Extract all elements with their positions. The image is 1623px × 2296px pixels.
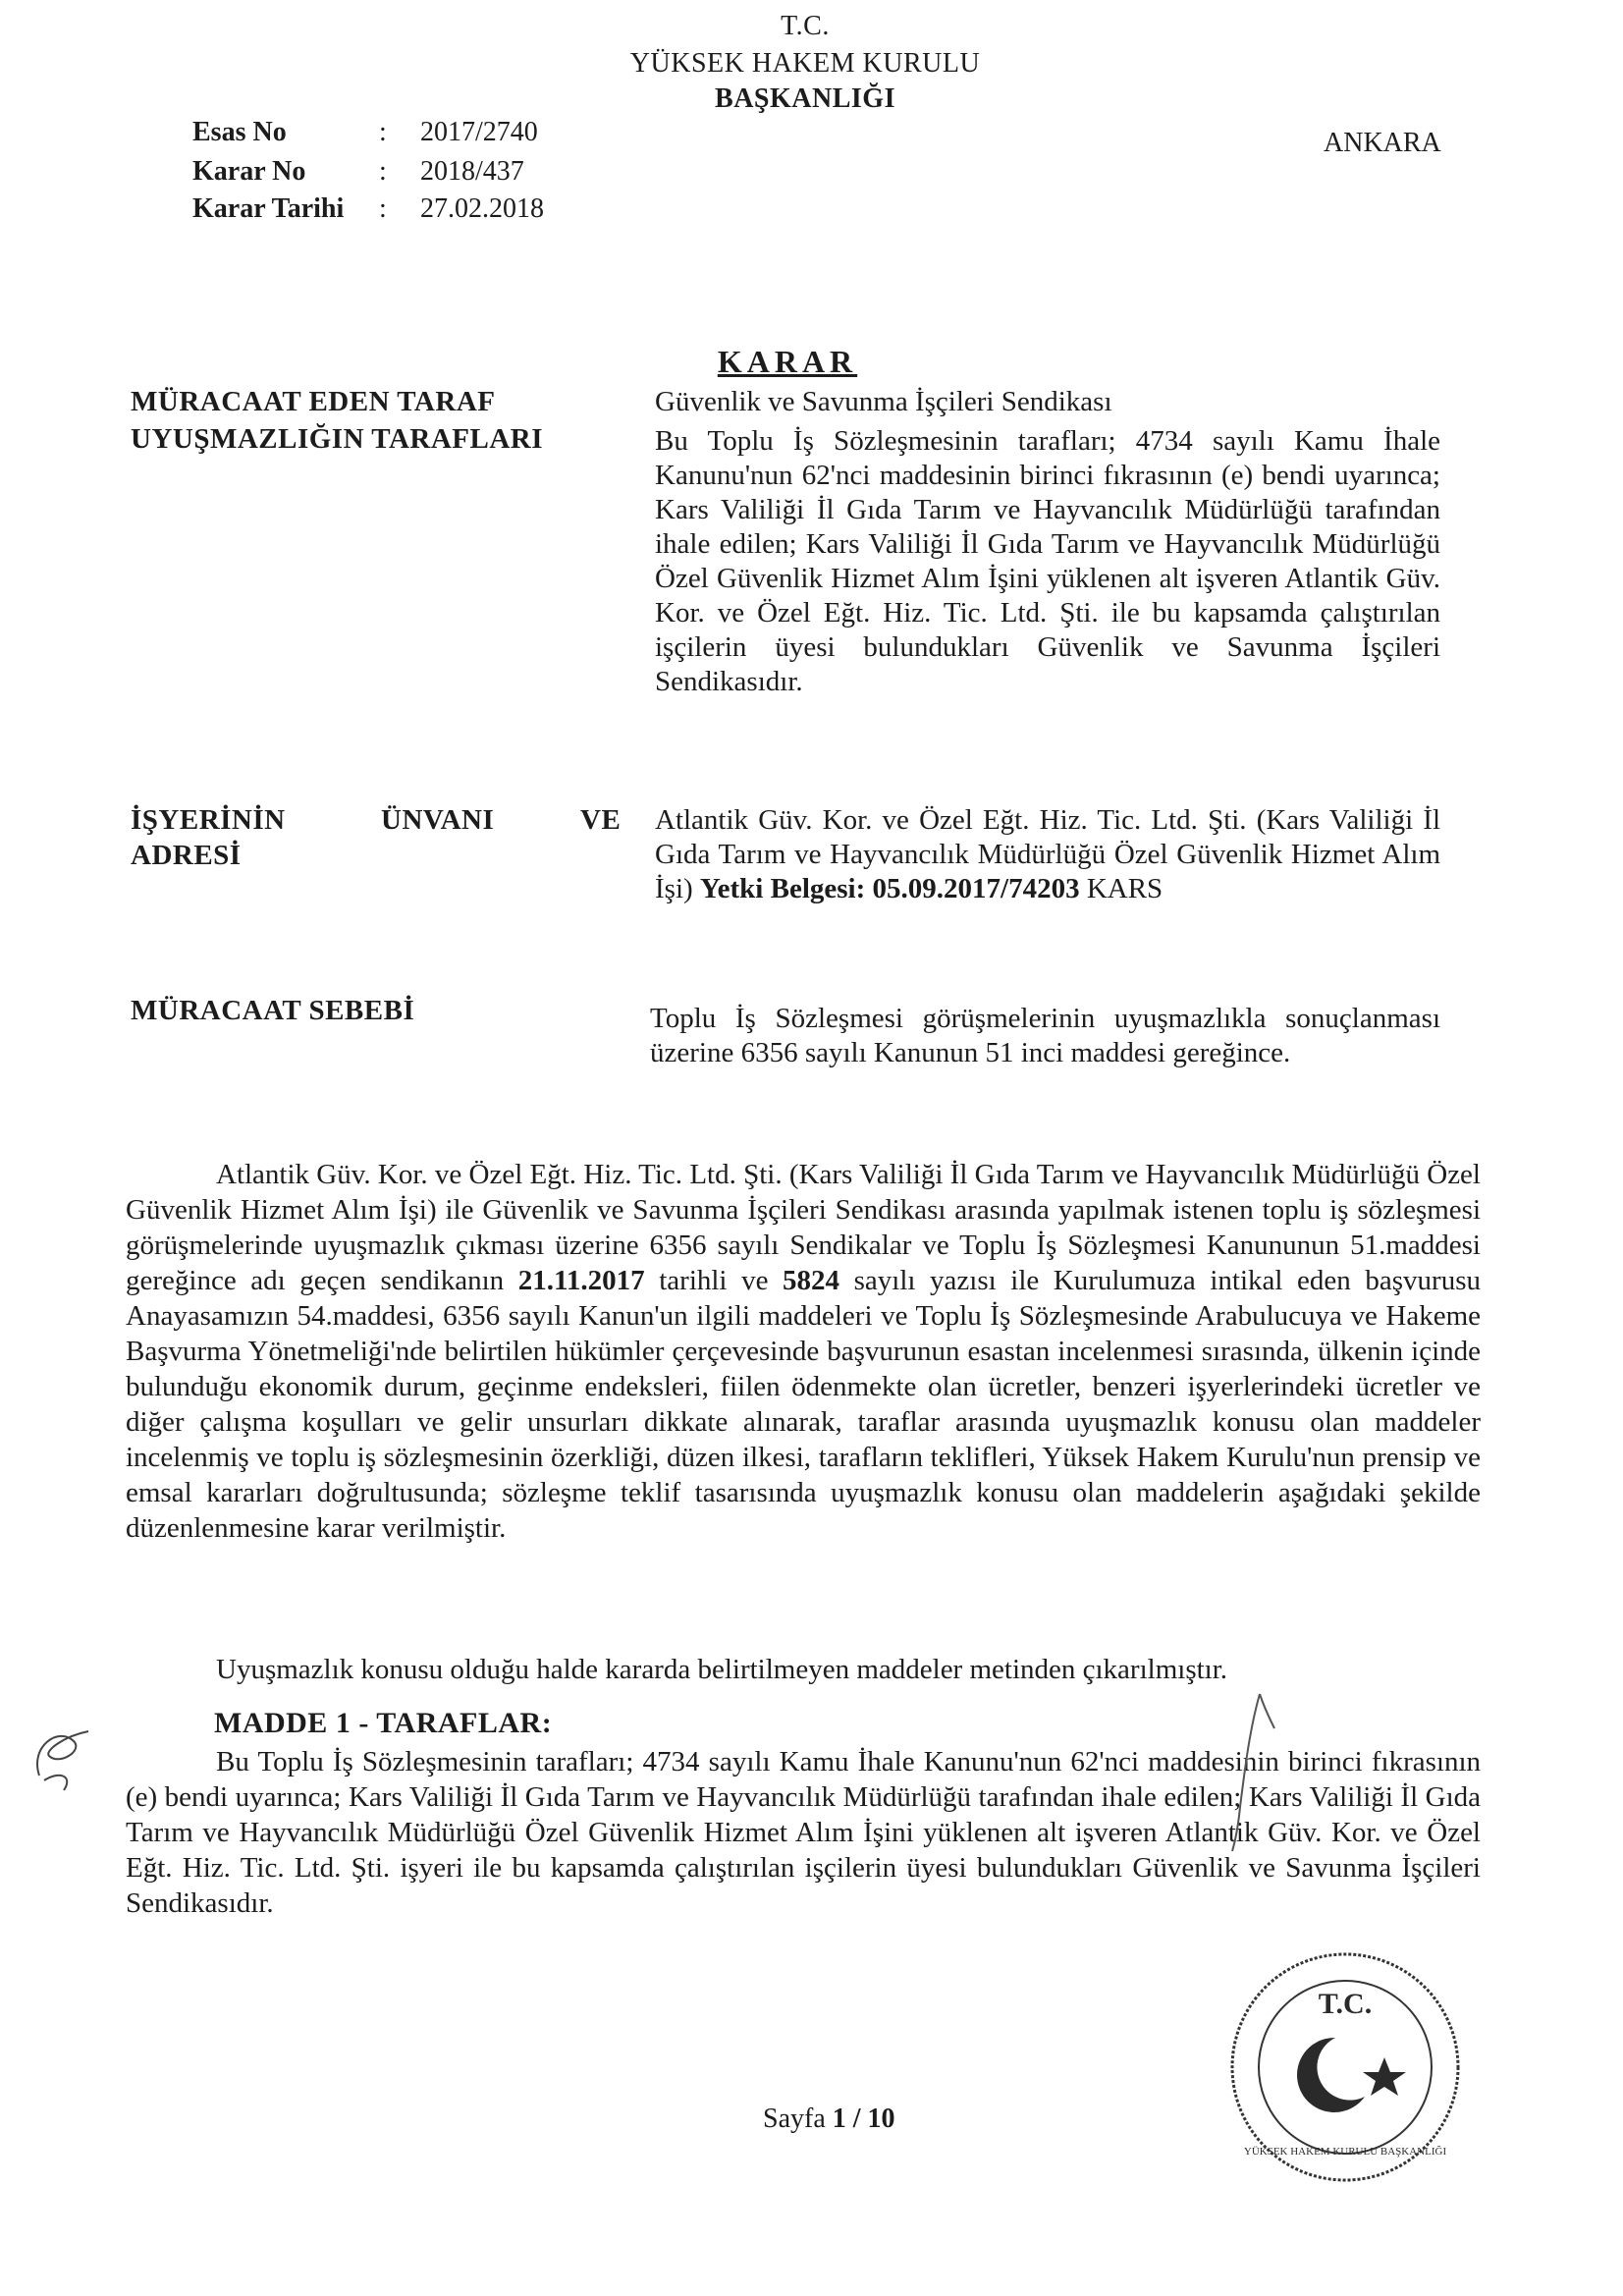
parties-value: Bu Toplu İş Sözleşmesinin tarafları; 4734 sayılı Kamu İhale Kanunu'nun 62'nci maddesinin birinci fıkrasının (e) bendi uyarınca; Kars Valiliği İl Gıda Tarım ve Hayvancılık Müdürlüğü tarafından ihale edilen; Kars Valiliği İl Gıda Tarım ve Hayvancılık Müdürlüğü Özel Güvenlik Hizmet Alım İşini yüklenen alt işveren Atlantik Güv. Kor. ve Özel Eğt. Hiz. Tic. Ltd. Şti. ile bu kapsamda çalıştırılan işçilerin üyesi bulundukları Güvenlik ve Savunma İşçileri Sendikasıdır.	[655, 425, 1440, 697]
reason-value: Toplu İş Sözleşmesi görüşmelerinin uyuşmazlıkla sonuçlanması üzerine 6356 sayılı Kanunun 51 inci maddesi gereğince.	[650, 1003, 1440, 1068]
header-institution: YÜKSEK HAKEM KURULU	[629, 48, 981, 79]
seal-center-text: T.C.	[1318, 1988, 1373, 2020]
meta-label: Karar Tarihi	[192, 193, 345, 224]
body-text-segment: sayılı yazısı ile Kurulumuza intikal eden başvurusu Anayasamızın 54.maddesi, 6356 sayılı Kanun'un ilgili maddeleri ve Toplu İş Sözleşmesinde Arabulucuya ve Hakeme Başvurma Yönetmeliği'nde belirtilen hükümler çerçevesinde başvurunun esastan incelenmesi sırasında, ülkenin içinde bulunduğu ekonomik durum, geçinme endeksleri, fiilen ödenmekte olan ücretler, benzeri işyerlerindeki ücretler ve diğer çalışma koşulları ve gelir unsurları dikkate alınarak, taraflar arasında uyuşmazlık konusu olan maddeler incelenmiş ve toplu iş sözleşmesinin özerkliği, düzen ilkesi, tarafların teklifleri, Yüksek Hakem Kurulu'nun prensip ve emsal kararları doğrultusunda; sözleşme teklif tasarısında uyuşmazlık konusu olan maddelerin aşağıdaki şekilde düzenlenmesine karar verilmiştir.	[126, 1265, 1481, 1544]
official-seal-icon	[1217, 1944, 1473, 2190]
meta-row-esas	[192, 116, 538, 149]
decision-title: KARAR	[717, 344, 858, 379]
meta-label: Karar No	[192, 156, 306, 187]
workplace-label-word: İŞYERİNİN	[131, 804, 286, 836]
workplace-label-address: ADRESİ	[131, 840, 242, 871]
meta-value: 2018/437	[420, 156, 524, 187]
parties-label: UYUŞMAZLIĞIN TARAFLARI	[131, 423, 544, 455]
body-text-segment: tarihli ve	[644, 1265, 784, 1296]
article-text: Bu Toplu İş Sözleşmesinin tarafları; 4734 sayılı Kamu İhale Kanunu'nun 62'nci maddesinin birinci fıkrasının (e) bendi uyarınca; Kars Valiliği İl Gıda Tarım ve Hayvancılık Müdürlüğü tarafından ihale edilen; Kars Valiliği İl Gıda Tarım ve Hayvancılık Müdürlüğü Özel Güvenlik Hizmet Alım İşini yüklenen alt işveren Atlantik Güv. Kor. ve Özel Eğt. Hiz. Tic. Ltd. Şti. işyeri ile bu kapsamda çalıştırılan işçilerin üyesi bulundukları Güvenlik ve Savunma İşçileri Sendikasıdır.	[126, 1746, 1481, 1919]
meta-value: 27.02.2018	[420, 193, 544, 224]
body-number: 5824	[783, 1265, 840, 1296]
meta-row-karar	[192, 155, 524, 189]
workplace-value	[655, 803, 1440, 906]
body-paragraph-2: Uyuşmazlık konusu olduğu halde kararda belirtilmeyen maddeler metinden çıkarılmıştır.	[216, 1654, 1228, 1685]
workplace-certificate: Yetki Belgesi: 05.09.2017/74203	[699, 873, 1080, 904]
seal-ring-text: YÜKSEK HAKEM KURULU BAŞKANLIĞI	[1243, 2146, 1447, 2158]
workplace-city: KARS	[1086, 873, 1163, 904]
page-prefix: Sayfa	[763, 2104, 826, 2134]
meta-colon: :	[379, 193, 387, 224]
initials-scribble-icon	[20, 1707, 108, 1805]
handwritten-mark-icon	[1220, 1689, 1279, 1856]
workplace-name: Atlantik Güv. Kor. ve Özel Eğt. Hiz. Tic. Ltd. Şti. (Kars Valiliği İl Gıda Tarım ve Hayvancılık Müdürlüğü Özel Güvenlik Hizmet Alım İşi)	[655, 804, 1440, 904]
page-current: 1 / 10	[832, 2104, 895, 2134]
body-date: 21.11.2017	[517, 1265, 645, 1296]
applicant-label: MÜRACAAT EDEN TARAF	[131, 386, 496, 417]
body-paragraph-1	[126, 1157, 1481, 1546]
meta-label: Esas No	[192, 117, 287, 147]
header-tc: T.C.	[781, 11, 830, 41]
workplace-label-word: ÜNVANI	[381, 804, 495, 836]
article-title: MADDE 1 - TARAFLAR:	[214, 1707, 553, 1739]
meta-colon: :	[379, 117, 387, 147]
meta-row-date	[192, 192, 544, 226]
meta-value: 2017/2740	[420, 117, 538, 147]
workplace-label	[131, 803, 641, 837]
reason-label: MÜRACAAT SEBEBİ	[131, 995, 415, 1026]
meta-colon: :	[379, 156, 387, 187]
page-number	[763, 2104, 895, 2135]
header-city: ANKARA	[1324, 128, 1441, 158]
workplace-label-word: VE	[580, 804, 622, 836]
applicant-value: Güvenlik ve Savunma İşçileri Sendikası	[655, 386, 1112, 417]
body-text-segment: Atlantik Güv. Kor. ve Özel Eğt. Hiz. Tic. Ltd. Şti. (Kars Valiliği İl Gıda Tarım ve Hayvancılık Müdürlüğü Özel Güvenlik Hizmet Alım İşi) ile Güvenlik ve Savunma İşçileri Sendikası arasında yapılmak istenen toplu iş sözleşmesi görüşmelerinde uyuşmazlık çıkması üzerine 6356 sayılı Sendikalar ve Toplu İş Sözleşmesi Kanununun 51.maddesi gereğince adı geçen sendikanın	[126, 1159, 1481, 1296]
header-presidency: BAŞKANLIĞI	[715, 83, 895, 114]
